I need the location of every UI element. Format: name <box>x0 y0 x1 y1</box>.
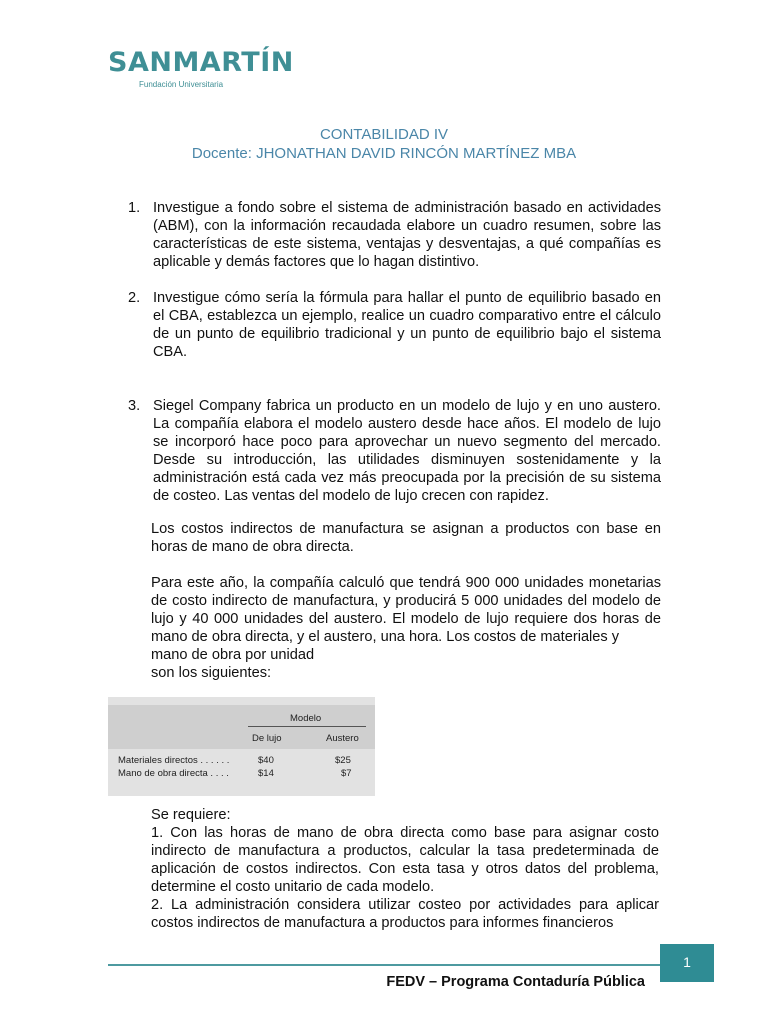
year-paragraph: Para este año, la compañía calculó que tendrá 900 000 unidades monetarias de costo indirecto de manufactura, y producirá 5 000 unidades del modelo de lujo y 40 000 unidades del austero. El modelo de lujo requiere dos horas de mano de obra directa, y el austero, una hora. Los costos de materiales y <box>151 575 661 645</box>
logo-subtitle: Fundación Universitaria <box>139 80 224 89</box>
year-paragraph-line: mano de obra por unidad <box>151 647 315 663</box>
table-column-header: Austero <box>326 733 359 744</box>
table-cell: $40 <box>258 755 274 766</box>
question-number: 1. <box>128 200 141 216</box>
table-cell: $25 <box>335 755 351 766</box>
overhead-paragraph: Los costos indirectos de manufactura se asignan a productos con base en horas de mano de obra directa. <box>151 521 661 555</box>
question-text: Investigue a fondo sobre el sistema de administración basado en actividades (ABM), con la información recaudada elabore un cuadro resumen, sobre las características de este sistema, ventajas y desventajas, a qué compañías es aplicable y demás factores que lo hagan distintivo. <box>153 200 661 270</box>
table-row-label: Mano de obra directa . . . . <box>118 768 229 779</box>
table-cell: $7 <box>341 768 352 779</box>
question-text: Investigue cómo sería la fórmula para hallar el punto de equilibrio basado en el CBA, establezca un ejemplo, realice un cuadro comparativo entre el cálculo de un punto de equilibrio tradicional y un punto de equilibrio bajo el sistema CBA. <box>153 290 661 360</box>
table-cell: $14 <box>258 768 274 779</box>
table-column-header: De lujo <box>252 733 282 744</box>
table-group-header: Modelo <box>290 713 322 724</box>
requirement-item: 2. La administración considera utilizar costeo por actividades para aplicar costos indirectos de manufactura a productos para informes financieros <box>151 897 659 931</box>
course-title: CONTABILIDAD IV <box>319 126 449 143</box>
cost-table <box>108 697 375 796</box>
logo <box>108 48 294 89</box>
page-number: 1 <box>660 944 714 982</box>
question-number: 3. <box>128 398 141 414</box>
teacher-line: Docente: JHONATHAN DAVID RINCÓN MARTÍNEZ MBA <box>191 145 577 162</box>
question-text: Siegel Company fabrica un producto en un modelo de lujo y en uno austero. La compañía elabora el modelo austero desde hace años. El modelo de lujo se incorporó hace poco para aprovechar un nuevo segmento del mercado. Desde su introducción, las utilidades disminuyen sostenidamente y la administración está cada vez más preocupada por la precisión de su sistema de costeo. Las ventas del modelo de lujo crecen con rapidez. <box>153 398 661 504</box>
requirement-item: 1. Con las horas de mano de obra directa como base para asignar costo indirecto de manufactura a productos, calcular la tasa predeterminada de aplicación de costos indirectos. Con esta tasa y otros datos del problema, determine el costo unitario de cada modelo. <box>151 825 659 895</box>
footer-rule <box>108 964 660 966</box>
table-header-rule <box>248 726 366 727</box>
table-row-label: Materiales directos . . . . . . <box>118 755 230 766</box>
footer-program: FEDV – Programa Contaduría Pública <box>386 974 645 990</box>
year-paragraph-line: son los siguientes: <box>151 665 272 681</box>
requirements-title: Se requiere: <box>151 807 231 823</box>
logo-wordmark: SANMARTÍN <box>108 47 294 78</box>
question-number: 2. <box>128 290 141 306</box>
